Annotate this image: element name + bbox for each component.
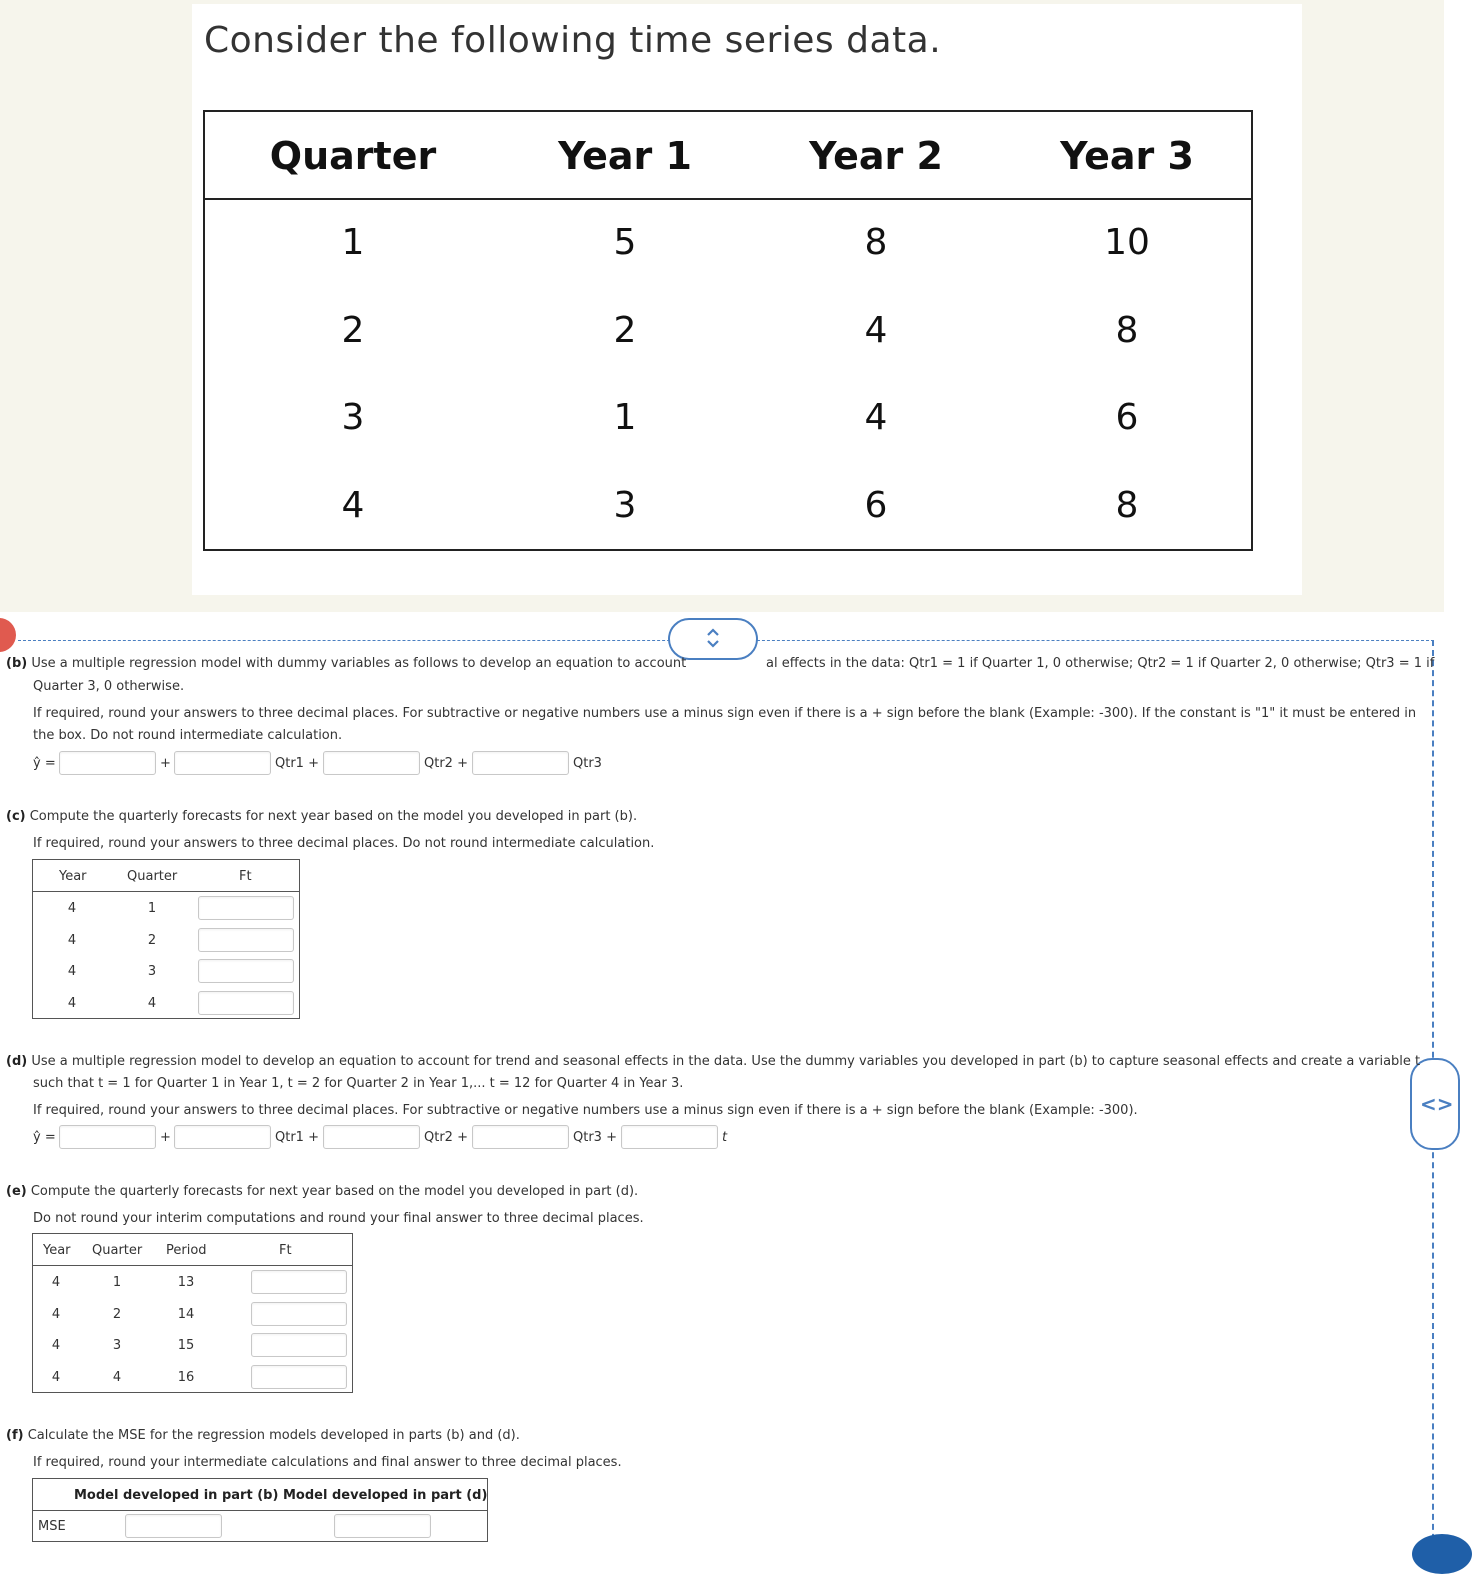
- cell-period: 16: [177, 1370, 195, 1385]
- header-year-1: Year 1: [558, 134, 692, 178]
- part-d-line1: [6, 1054, 1420, 1070]
- cell: 1: [613, 397, 637, 438]
- header-divider: [33, 1510, 487, 1511]
- qtr1-label: Qtr1 +: [275, 1130, 319, 1145]
- part-e-ft-15-input[interactable]: [251, 1333, 347, 1357]
- cell-quarter: 2: [112, 1307, 122, 1322]
- part-b-qtr2-coef-input[interactable]: [323, 751, 420, 775]
- cell: 1: [341, 222, 365, 263]
- col-quarter: Quarter: [92, 1243, 143, 1258]
- cell: 2: [341, 310, 365, 351]
- qtr3-label: Qtr3 +: [573, 1130, 617, 1145]
- yhat-label: ŷ =: [33, 1130, 56, 1145]
- cell: 8: [1115, 310, 1139, 351]
- part-e-forecast-table: [32, 1233, 353, 1393]
- part-d-text: Use a multiple regression model to develop an equation to account for trend and seasonal effects in the data. Use the dummy variables you developed in part (b) to capture seasonal effects and create a variable t: [31, 1054, 1421, 1069]
- cell-quarter: 2: [147, 933, 157, 948]
- part-e-ft-16-input[interactable]: [251, 1365, 347, 1389]
- time-series-table: [203, 110, 1253, 551]
- part-d-t-coef-input[interactable]: [621, 1125, 718, 1149]
- cell: 4: [864, 310, 888, 351]
- cell-period: 13: [177, 1275, 195, 1290]
- table-row: [205, 463, 1251, 551]
- cell-period: 14: [177, 1307, 195, 1322]
- part-b-line1: [6, 656, 686, 672]
- col-ft: Ft: [239, 869, 252, 884]
- table-row: [205, 375, 1251, 463]
- cell: 4: [864, 397, 888, 438]
- col-year: Year: [43, 1243, 71, 1258]
- cell-year: 4: [51, 1307, 61, 1322]
- part-e-ft-13-input[interactable]: [251, 1270, 347, 1294]
- part-c-label: (c): [6, 809, 26, 824]
- table-row: [205, 200, 1251, 288]
- cell-year: 4: [67, 996, 77, 1011]
- part-d-instruction: If required, round your answers to three decimal places. For subtractive or negative numbers use a minus sign even if there is a + sign before the blank (Example: -300).: [33, 1103, 1138, 1118]
- cell: 4: [341, 485, 365, 526]
- part-e-line: [6, 1184, 638, 1200]
- cell-year: 4: [67, 901, 77, 916]
- plus-sign: +: [160, 756, 171, 771]
- part-f-instruction: If required, round your intermediate calculations and final answer to three decimal places.: [33, 1455, 622, 1470]
- header-year-2: Year 2: [809, 134, 943, 178]
- part-c-instruction: If required, round your answers to three decimal places. Do not round intermediate calculation.: [33, 836, 655, 851]
- code-brackets-icon: <>: [1420, 1092, 1454, 1116]
- cell: 2: [613, 310, 637, 351]
- part-e-text: Compute the quarterly forecasts for next year based on the model you developed in part (d).: [30, 1184, 639, 1199]
- cell: 6: [1115, 397, 1139, 438]
- cell-year: 4: [51, 1338, 61, 1353]
- part-b-constant-input[interactable]: [59, 751, 156, 775]
- part-d-label: (d): [6, 1054, 28, 1069]
- part-d-qtr1-coef-input[interactable]: [174, 1125, 271, 1149]
- cell: 8: [864, 222, 888, 263]
- header-year-3: Year 3: [1060, 134, 1194, 178]
- plus-sign: +: [160, 1130, 171, 1145]
- part-d-constant-input[interactable]: [59, 1125, 156, 1149]
- mse-model-d-input[interactable]: [334, 1514, 431, 1538]
- part-c-ft-q3-input[interactable]: [198, 959, 294, 983]
- part-d-line2: such that t = 1 for Quarter 1 in Year 1, t = 2 for Quarter 2 in Year 1,... t = 12 for Quarter 4 in Year 3.: [33, 1076, 684, 1091]
- qtr1-label: Qtr1 +: [275, 756, 319, 771]
- part-b-instruction-2: the box. Do not round intermediate calculation.: [33, 728, 343, 743]
- header-quarter: Quarter: [269, 134, 437, 178]
- part-f-label: (f): [6, 1428, 24, 1443]
- cell-quarter: 3: [147, 964, 157, 979]
- part-b-line2: Quarter 3, 0 otherwise.: [33, 679, 185, 694]
- part-c-text: Compute the quarterly forecasts for next year based on the model you developed in part (b).: [29, 809, 638, 824]
- cell: 10: [1104, 222, 1150, 263]
- cell-quarter: 1: [147, 901, 157, 916]
- cell: 3: [613, 485, 637, 526]
- collapse-toggle-button[interactable]: [668, 618, 758, 660]
- header-divider: [33, 891, 299, 892]
- col-quarter: Quarter: [127, 869, 178, 884]
- cell-year: 4: [67, 964, 77, 979]
- part-e-instruction: Do not round your interim computations and round your final answer to three decimal places.: [33, 1211, 644, 1226]
- t-label: t: [722, 1130, 728, 1145]
- col-model-d: Model developed in part (d): [283, 1488, 488, 1503]
- col-period: Period: [166, 1243, 207, 1258]
- row-mse-label: MSE: [38, 1519, 66, 1534]
- header-divider: [33, 1265, 352, 1266]
- part-c-ft-q4-input[interactable]: [198, 991, 294, 1015]
- part-c-line: [6, 809, 637, 825]
- time-series-header: [205, 112, 1251, 200]
- part-b-qtr1-coef-input[interactable]: [174, 751, 271, 775]
- qtr2-label: Qtr2 +: [424, 1130, 468, 1145]
- part-b-label: (b): [6, 656, 28, 671]
- cell-quarter: 3: [112, 1338, 122, 1353]
- part-c-ft-q2-input[interactable]: [198, 928, 294, 952]
- part-e-ft-14-input[interactable]: [251, 1302, 347, 1326]
- mse-model-b-input[interactable]: [125, 1514, 222, 1538]
- cell: 6: [864, 485, 888, 526]
- qtr3-label: Qtr3: [573, 756, 602, 771]
- help-bubble[interactable]: [1412, 1534, 1472, 1574]
- side-panel-toggle-button[interactable]: [1410, 1058, 1460, 1150]
- col-model-b: Model developed in part (b): [74, 1488, 279, 1503]
- part-c-forecast-table: [32, 859, 300, 1019]
- yhat-label: ŷ =: [33, 756, 56, 771]
- qtr2-label: Qtr2 +: [424, 756, 468, 771]
- cell-year: 4: [51, 1275, 61, 1290]
- cell: 8: [1115, 485, 1139, 526]
- table-row: [205, 288, 1251, 376]
- part-f-text: Calculate the MSE for the regression models developed in parts (b) and (d).: [27, 1428, 520, 1443]
- cell-year: 4: [67, 933, 77, 948]
- mse-table: [32, 1478, 488, 1542]
- part-c-ft-q1-input[interactable]: [198, 896, 294, 920]
- problem-heading: Consider the following time series data.: [204, 20, 942, 61]
- part-e-label: (e): [6, 1184, 27, 1199]
- cell-quarter: 4: [147, 996, 157, 1011]
- cell-quarter: 1: [112, 1275, 122, 1290]
- part-b-qtr3-coef-input[interactable]: [472, 751, 569, 775]
- chevron-up-down-icon: [705, 627, 721, 652]
- part-b-text-a: Use a multiple regression model with dummy variables as follows to develop an equation to account: [31, 656, 687, 671]
- cell: 3: [341, 397, 365, 438]
- problem-image: [192, 4, 1302, 595]
- part-f-line: [6, 1428, 520, 1444]
- answer-section-frame: [18, 640, 1434, 1560]
- part-b-instruction-1: If required, round your answers to three decimal places. For subtractive or negative numbers use a minus sign even if there is a + sign before the blank (Example: -300). If the constant is "1" it must be entered in: [33, 706, 1417, 721]
- cell-quarter: 4: [112, 1370, 122, 1385]
- col-year: Year: [59, 869, 87, 884]
- col-ft: Ft: [279, 1243, 292, 1258]
- part-b-line1-cont: al effects in the data: Qtr1 = 1 if Quarter 1, 0 otherwise; Qtr2 = 1 if Quarter 2, 0 otherwise; Qtr3 = 1 if: [766, 656, 1435, 671]
- alert-indicator: [0, 618, 16, 652]
- part-d-qtr2-coef-input[interactable]: [323, 1125, 420, 1149]
- part-d-qtr3-coef-input[interactable]: [472, 1125, 569, 1149]
- cell: 5: [613, 222, 637, 263]
- cell-period: 15: [177, 1338, 195, 1353]
- cell-year: 4: [51, 1370, 61, 1385]
